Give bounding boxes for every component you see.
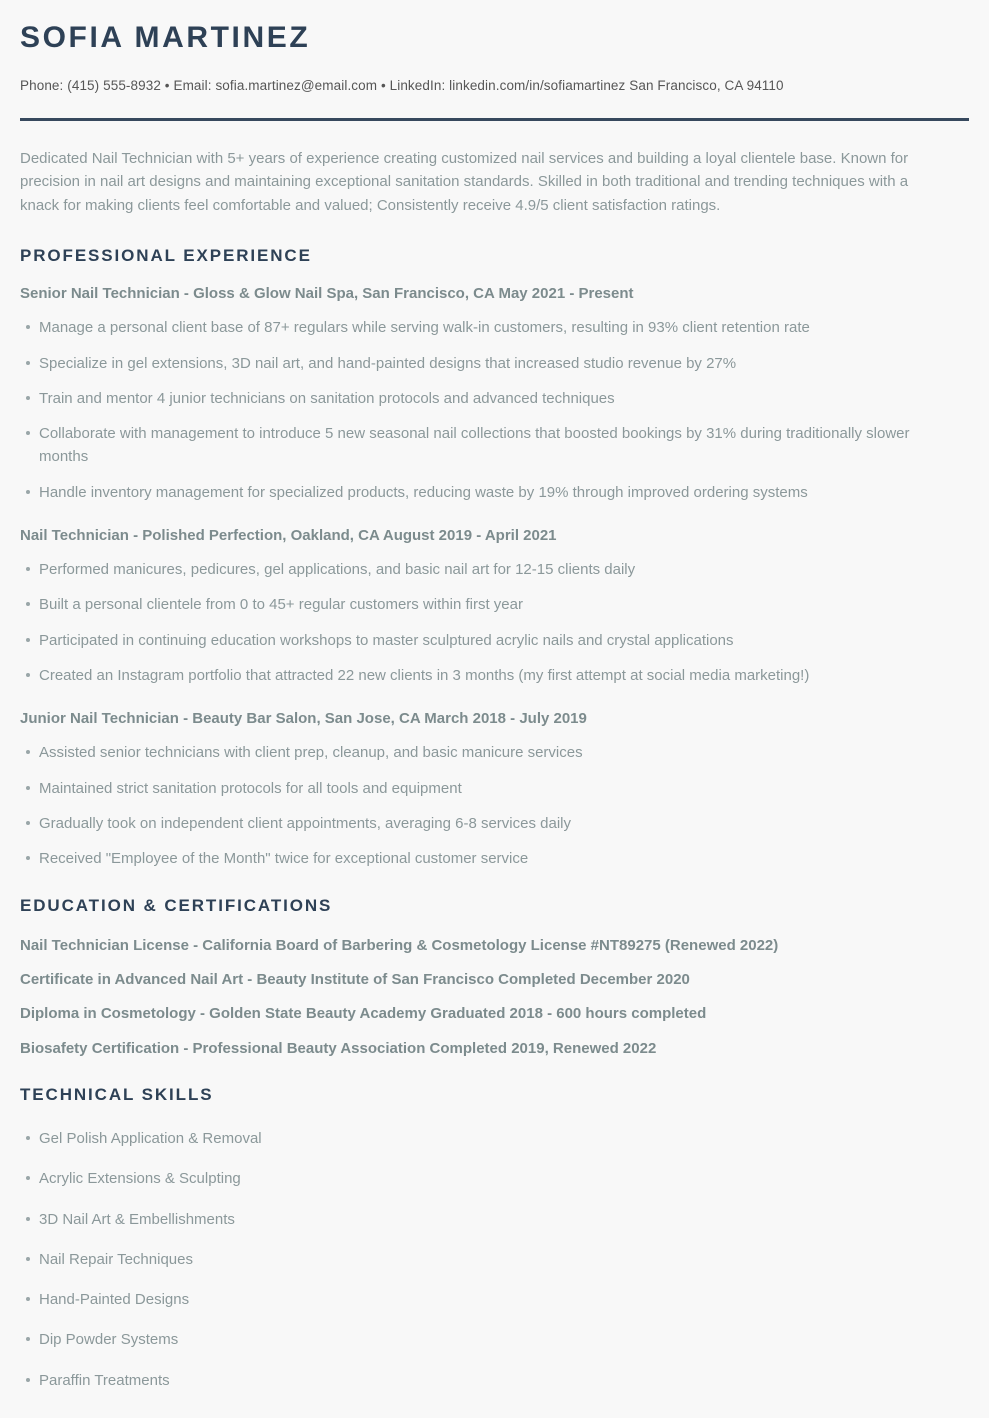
job-bullet-list xyxy=(20,558,948,687)
job-heading: Nail Technician - Polished Perfection, Oakland, CA August 2019 - April 2021 xyxy=(20,526,557,544)
job-entry xyxy=(20,284,948,504)
job-entry xyxy=(20,526,948,687)
list-item: Specialize in gel extensions, 3D nail art, and hand-painted designs that increased studio revenue by 27% xyxy=(20,352,935,375)
list-item: Hand-Painted Designs xyxy=(20,1288,948,1311)
education-entry: Certificate in Advanced Nail Art - Beauty Institute of San Francisco Completed December 2020 xyxy=(20,971,690,989)
education-entry: Diploma in Cosmetology - Golden State Beauty Academy Graduated 2018 - 600 hours completed xyxy=(20,1005,707,1023)
section-technical-skills xyxy=(20,1085,948,1392)
professional-summary: Dedicated Nail Technician with 5+ years of experience creating customized nail services and building a loyal clientele base. Known for precision in nail art designs and maintaining exceptional sanitation standards. Skilled in both traditional and trending techniques with a knack for making clients feel comfortable and valued; Consistently receive 4.9/5 client satisfaction ratings. xyxy=(20,149,909,215)
list-item: Handle inventory management for specialized products, reducing waste by 19% through improved ordering systems xyxy=(20,481,935,504)
list-item: Built a personal clientele from 0 to 45+ regular customers within first year xyxy=(20,593,935,616)
header-divider xyxy=(20,118,969,121)
education-entry: Nail Technician License - California Board of Barbering & Cosmetology License #NT89275 (Renewed 2022) xyxy=(20,936,779,954)
list-item: Dip Powder Systems xyxy=(20,1328,948,1351)
job-bullet-list xyxy=(20,316,948,504)
section-education-certifications xyxy=(20,896,948,1058)
job-entry xyxy=(20,709,948,870)
section-title-experience: PROFESSIONAL EXPERIENCE xyxy=(20,245,312,265)
section-professional-experience xyxy=(20,246,948,871)
list-item: Paraffin Treatments xyxy=(20,1369,948,1392)
list-item: Nail Repair Techniques xyxy=(20,1248,948,1271)
list-item: Created an Instagram portfolio that attracted 22 new clients in 3 months (my first attempt at social media marketing!) xyxy=(20,664,935,687)
list-item: Participated in continuing education workshops to master sculptured acrylic nails and crystal applications xyxy=(20,629,935,652)
job-bullet-list xyxy=(20,741,948,870)
list-item: Gel Polish Application & Removal xyxy=(20,1127,948,1150)
section-title-skills: TECHNICAL SKILLS xyxy=(20,1084,214,1104)
job-heading: Senior Nail Technician - Gloss & Glow Nail Spa, San Francisco, CA May 2021 - Present xyxy=(20,285,634,303)
education-entry: Biosafety Certification - Professional Beauty Association Completed 2019, Renewed 2022 xyxy=(20,1039,657,1057)
list-item: Received "Employee of the Month" twice for exceptional customer service xyxy=(20,847,935,870)
list-item: Manage a personal client base of 87+ regulars while serving walk-in customers, resulting in 93% client retention rate xyxy=(20,316,935,339)
section-title-education: EDUCATION & CERTIFICATIONS xyxy=(20,896,333,916)
contact-info: Phone: (415) 555-8932 • Email: sofia.martinez@email.com • LinkedIn: linkedin.com/in/sofiamartinez San Francisco, CA 94110 xyxy=(20,77,784,93)
list-item: Collaborate with management to introduce 5 new seasonal nail collections that boosted bookings by 31% during traditionally slower months xyxy=(20,422,935,469)
list-item: 3D Nail Art & Embellishments xyxy=(20,1208,948,1231)
list-item: Assisted senior technicians with client prep, cleanup, and basic manicure services xyxy=(20,741,935,764)
page-title: SOFIA MARTINEZ xyxy=(20,21,311,54)
list-item: Gradually took on independent client appointments, averaging 6-8 services daily xyxy=(20,812,935,835)
list-item: Performed manicures, pedicures, gel applications, and basic nail art for 12-15 clients daily xyxy=(20,558,935,581)
job-heading: Junior Nail Technician - Beauty Bar Salon, San Jose, CA March 2018 - July 2019 xyxy=(20,710,587,728)
list-item: Train and mentor 4 junior technicians on sanitation protocols and advanced techniques xyxy=(20,387,935,410)
list-item: Acrylic Extensions & Sculpting xyxy=(20,1167,948,1190)
skills-list xyxy=(20,1127,948,1392)
list-item: Maintained strict sanitation protocols for all tools and equipment xyxy=(20,777,935,800)
